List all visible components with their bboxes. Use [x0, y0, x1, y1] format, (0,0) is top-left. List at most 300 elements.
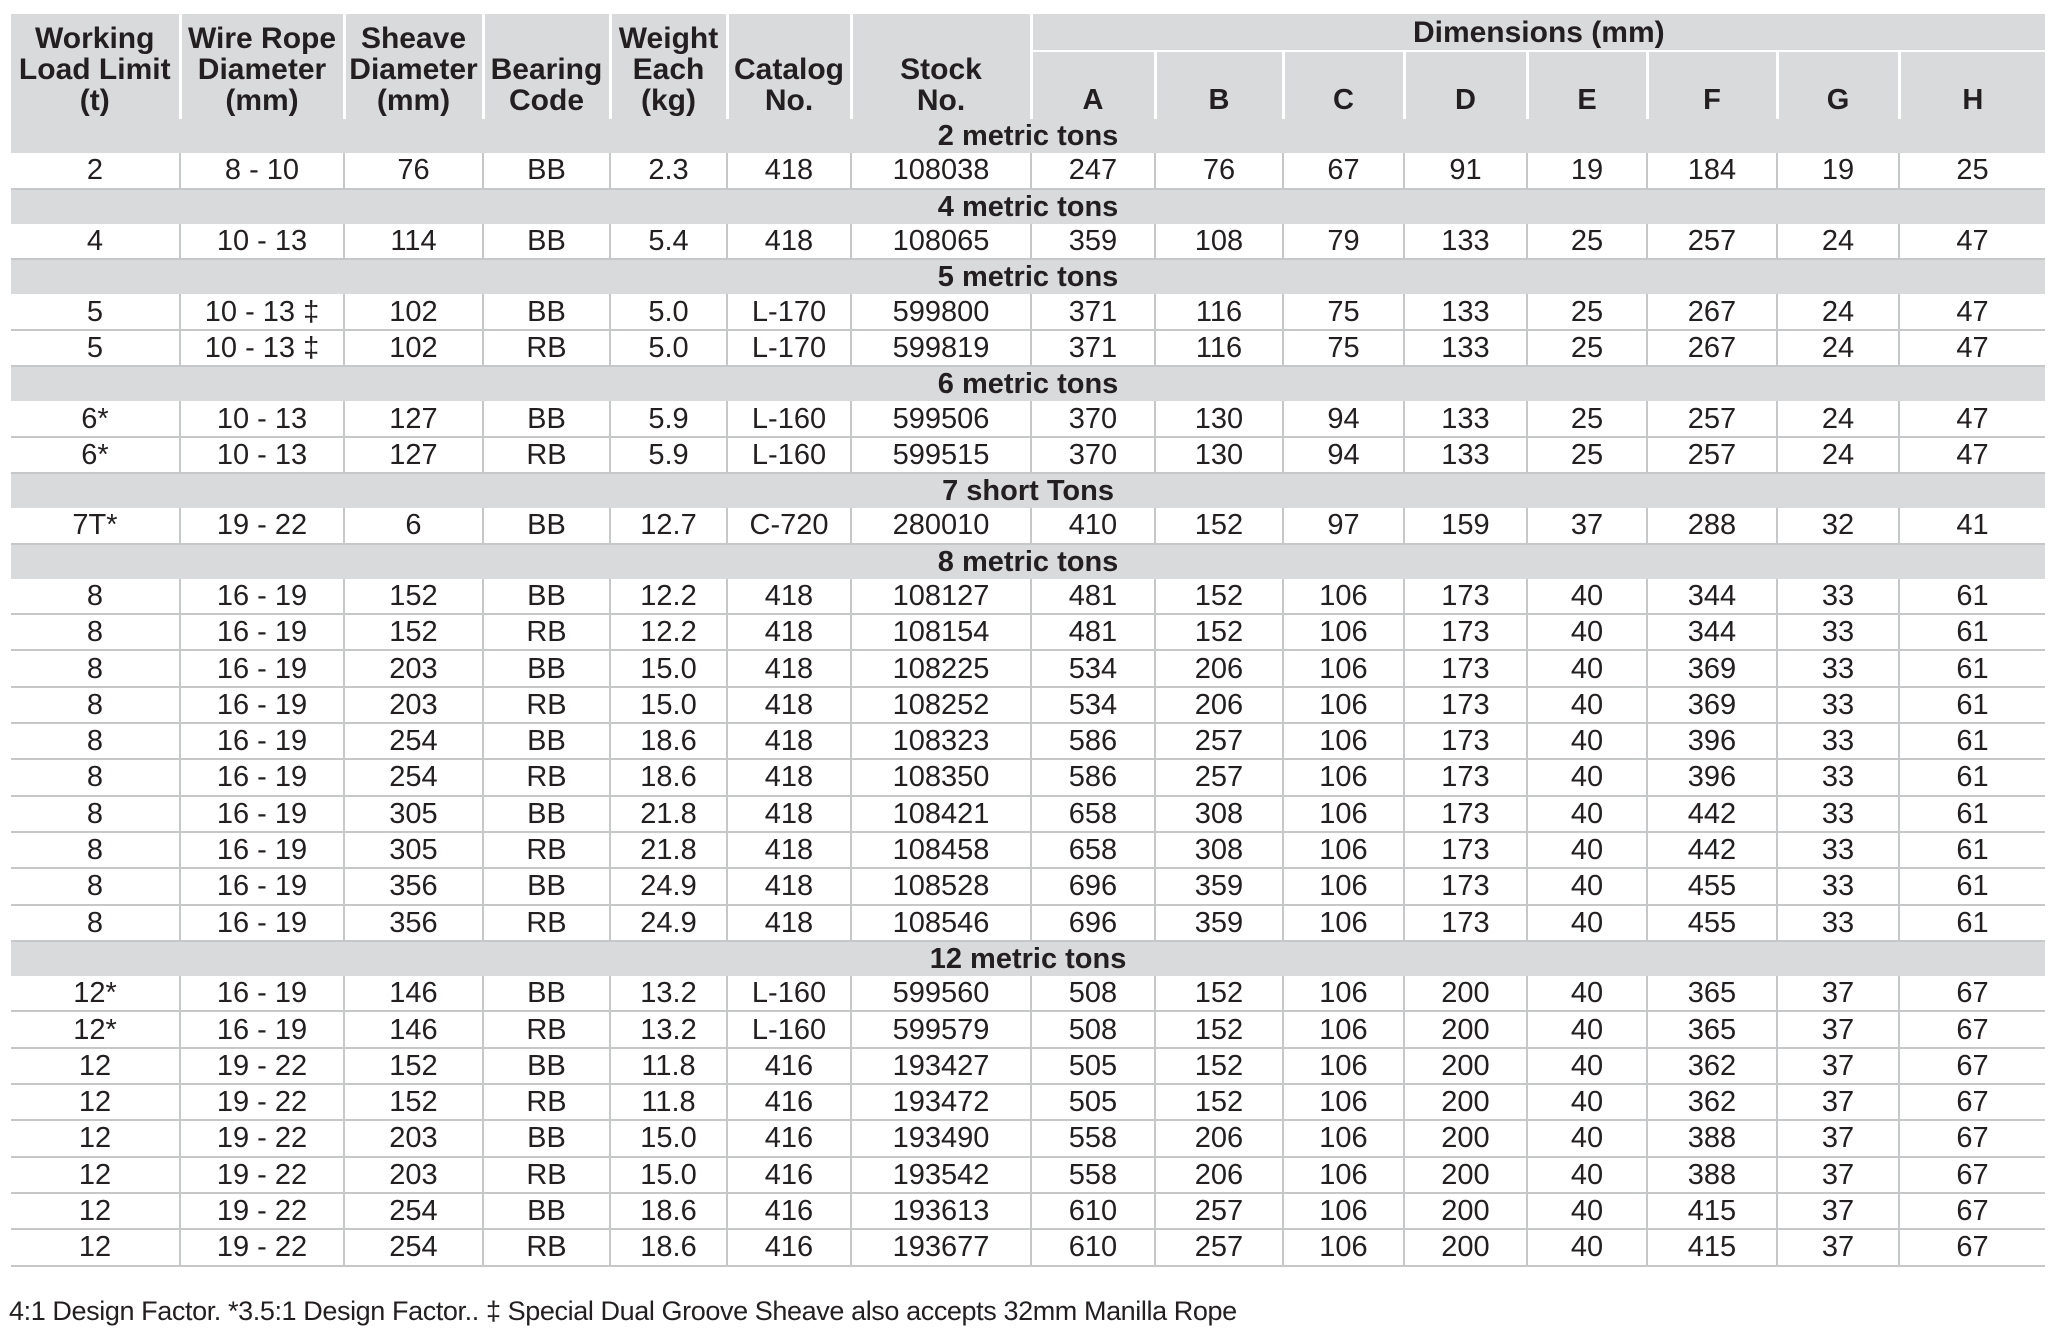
table-row	[11, 294, 2045, 329]
cell-bearing-code: BB	[483, 723, 610, 759]
cell-dim-g: 24	[1777, 330, 1899, 366]
cell-catalog-no: 418	[727, 614, 851, 650]
cell-wire-rope-diameter: 10 - 13	[180, 401, 344, 436]
cell-sheave-diameter: 305	[344, 832, 483, 868]
cell-dim-h: 67	[1899, 1048, 2045, 1084]
cell-dim-a: 610	[1031, 1193, 1155, 1229]
cell-dim-c: 106	[1283, 796, 1404, 832]
table-row	[11, 1048, 2045, 1084]
cell-bearing-code: BB	[483, 1193, 610, 1229]
cell-dim-e: 40	[1527, 579, 1647, 614]
table-row	[11, 153, 2045, 188]
cell-dim-c: 106	[1283, 1048, 1404, 1084]
cell-bearing-code: RB	[483, 759, 610, 795]
cell-catalog-no: 418	[727, 687, 851, 723]
cell-wire-rope-diameter: 10 - 13	[180, 437, 344, 473]
cell-sheave-diameter: 254	[344, 1193, 483, 1229]
cell-dim-e: 40	[1527, 1048, 1647, 1084]
cell-weight-each: 24.9	[610, 868, 727, 904]
cell-stock-no: 193490	[851, 1120, 1031, 1156]
cell-catalog-no: 418	[727, 759, 851, 795]
header-line: No.	[916, 84, 966, 117]
cell-dim-g: 33	[1777, 723, 1899, 759]
cell-dim-b: 308	[1155, 796, 1283, 832]
group-label: 5 metric tons	[11, 259, 2045, 294]
cell-stock-no: 108546	[851, 905, 1031, 941]
group-label: 2 metric tons	[11, 119, 2045, 153]
cell-dim-g: 37	[1777, 1120, 1899, 1156]
cell-dim-e: 40	[1527, 1084, 1647, 1120]
cell-dim-g: 19	[1777, 153, 1899, 188]
cell-dim-a: 505	[1031, 1048, 1155, 1084]
cell-sheave-diameter: 254	[344, 1229, 483, 1265]
cell-weight-each: 5.0	[610, 294, 727, 329]
cell-stock-no: 193542	[851, 1157, 1031, 1193]
header-stock-no	[851, 14, 1031, 119]
cell-stock-no: 108350	[851, 759, 1031, 795]
cell-dim-c: 106	[1283, 759, 1404, 795]
table-row	[11, 868, 2045, 904]
cell-dim-g: 33	[1777, 650, 1899, 686]
table-row	[11, 437, 2045, 473]
cell-wire-rope-diameter: 16 - 19	[180, 579, 344, 614]
cell-sheave-diameter: 152	[344, 1048, 483, 1084]
table-row	[11, 687, 2045, 723]
cell-bearing-code: BB	[483, 976, 610, 1011]
cell-sheave-diameter: 152	[344, 579, 483, 614]
cell-dim-h: 47	[1899, 401, 2045, 436]
cell-dim-b: 206	[1155, 1120, 1283, 1156]
cell-working-load-limit: 6*	[11, 401, 180, 436]
cell-working-load-limit: 2	[11, 153, 180, 188]
cell-dim-f: 396	[1647, 723, 1777, 759]
cell-dim-h: 47	[1899, 330, 2045, 366]
cell-dim-b: 152	[1155, 614, 1283, 650]
cell-dim-h: 67	[1899, 1120, 2045, 1156]
cell-stock-no: 193472	[851, 1084, 1031, 1120]
cell-dim-g: 33	[1777, 868, 1899, 904]
cell-wire-rope-diameter: 19 - 22	[180, 1157, 344, 1193]
table-row	[11, 759, 2045, 795]
cell-sheave-diameter: 152	[344, 614, 483, 650]
cell-dim-d: 173	[1404, 905, 1527, 941]
header-line: (mm)	[225, 84, 299, 117]
cell-dim-h: 41	[1899, 508, 2045, 543]
cell-bearing-code: BB	[483, 508, 610, 543]
cell-dim-h: 61	[1899, 905, 2045, 941]
cell-weight-each: 5.0	[610, 330, 727, 366]
header-working-load-limit	[11, 14, 180, 119]
table-row	[11, 1229, 2045, 1265]
cell-stock-no: 108528	[851, 868, 1031, 904]
table-row	[11, 905, 2045, 941]
cell-dim-b: 116	[1155, 330, 1283, 366]
cell-dim-h: 67	[1899, 1084, 2045, 1120]
cell-dim-b: 152	[1155, 579, 1283, 614]
cell-dim-a: 481	[1031, 579, 1155, 614]
cell-catalog-no: 416	[727, 1120, 851, 1156]
table-row	[11, 401, 2045, 436]
cell-sheave-diameter: 203	[344, 687, 483, 723]
cell-stock-no: 108154	[851, 614, 1031, 650]
cell-dim-b: 152	[1155, 1011, 1283, 1047]
table-row	[11, 796, 2045, 832]
cell-stock-no: 108458	[851, 832, 1031, 868]
cell-bearing-code: BB	[483, 579, 610, 614]
cell-working-load-limit: 8	[11, 579, 180, 614]
cell-dim-f: 257	[1647, 437, 1777, 473]
cell-working-load-limit: 7T*	[11, 508, 180, 543]
table-row	[11, 224, 2045, 259]
cell-dim-a: 370	[1031, 437, 1155, 473]
header-line: Weight	[618, 22, 719, 55]
cell-working-load-limit: 8	[11, 868, 180, 904]
cell-dim-f: 344	[1647, 579, 1777, 614]
cell-dim-c: 97	[1283, 508, 1404, 543]
cell-dim-e: 25	[1527, 224, 1647, 259]
cell-dim-c: 106	[1283, 687, 1404, 723]
cell-dim-f: 362	[1647, 1084, 1777, 1120]
cell-working-load-limit: 12	[11, 1084, 180, 1120]
cell-dim-g: 37	[1777, 976, 1899, 1011]
cell-dim-b: 76	[1155, 153, 1283, 188]
cell-stock-no: 108323	[851, 723, 1031, 759]
cell-weight-each: 5.9	[610, 437, 727, 473]
cell-dim-d: 200	[1404, 1193, 1527, 1229]
group-header-row	[11, 941, 2045, 976]
cell-dim-e: 25	[1527, 330, 1647, 366]
cell-dim-e: 40	[1527, 1011, 1647, 1047]
cell-stock-no: 280010	[851, 508, 1031, 543]
cell-dim-d: 133	[1404, 294, 1527, 329]
cell-dim-f: 415	[1647, 1193, 1777, 1229]
cell-weight-each: 11.8	[610, 1084, 727, 1120]
header-dimension-d: D	[1404, 51, 1527, 119]
header-line: Wire Rope	[187, 22, 337, 55]
cell-weight-each: 12.7	[610, 508, 727, 543]
cell-catalog-no: L-160	[727, 437, 851, 473]
cell-weight-each: 15.0	[610, 687, 727, 723]
cell-dim-b: 206	[1155, 1157, 1283, 1193]
cell-dim-f: 365	[1647, 976, 1777, 1011]
cell-dim-h: 61	[1899, 614, 2045, 650]
cell-dim-d: 133	[1404, 330, 1527, 366]
cell-dim-f: 369	[1647, 687, 1777, 723]
cell-dim-c: 106	[1283, 1011, 1404, 1047]
cell-weight-each: 18.6	[610, 759, 727, 795]
cell-dim-d: 133	[1404, 401, 1527, 436]
cell-dim-h: 61	[1899, 650, 2045, 686]
cell-dim-f: 415	[1647, 1229, 1777, 1265]
cell-wire-rope-diameter: 19 - 22	[180, 1120, 344, 1156]
cell-dim-b: 257	[1155, 759, 1283, 795]
cell-dim-e: 37	[1527, 508, 1647, 543]
cell-dim-f: 365	[1647, 1011, 1777, 1047]
cell-catalog-no: 418	[727, 153, 851, 188]
cell-catalog-no: C-720	[727, 508, 851, 543]
cell-wire-rope-diameter: 10 - 13 ‡	[180, 294, 344, 329]
cell-dim-f: 362	[1647, 1048, 1777, 1084]
cell-dim-g: 33	[1777, 614, 1899, 650]
cell-sheave-diameter: 203	[344, 1120, 483, 1156]
header-line: (mm)	[376, 84, 451, 117]
cell-catalog-no: 416	[727, 1157, 851, 1193]
cell-stock-no: 108421	[851, 796, 1031, 832]
cell-weight-each: 24.9	[610, 905, 727, 941]
cell-dim-a: 558	[1031, 1120, 1155, 1156]
cell-dim-e: 40	[1527, 1193, 1647, 1229]
cell-dim-e: 40	[1527, 796, 1647, 832]
header-wire-rope-diameter	[180, 14, 344, 119]
cell-dim-b: 206	[1155, 687, 1283, 723]
cell-stock-no: 108065	[851, 224, 1031, 259]
cell-weight-each: 11.8	[610, 1048, 727, 1084]
cell-sheave-diameter: 127	[344, 401, 483, 436]
cell-dim-a: 508	[1031, 1011, 1155, 1047]
cell-dim-g: 33	[1777, 759, 1899, 795]
cell-dim-b: 116	[1155, 294, 1283, 329]
table-row	[11, 1084, 2045, 1120]
cell-catalog-no: 418	[727, 579, 851, 614]
cell-dim-f: 257	[1647, 224, 1777, 259]
cell-sheave-diameter: 114	[344, 224, 483, 259]
cell-working-load-limit: 8	[11, 687, 180, 723]
cell-dim-b: 108	[1155, 224, 1283, 259]
cell-stock-no: 193427	[851, 1048, 1031, 1084]
cell-bearing-code: RB	[483, 905, 610, 941]
cell-working-load-limit: 8	[11, 905, 180, 941]
cell-dim-g: 33	[1777, 832, 1899, 868]
cell-dim-c: 106	[1283, 614, 1404, 650]
table-row	[11, 508, 2045, 543]
cell-dim-c: 106	[1283, 905, 1404, 941]
header-line: Working	[35, 22, 155, 55]
cell-dim-b: 152	[1155, 1048, 1283, 1084]
cell-bearing-code: BB	[483, 294, 610, 329]
cell-weight-each: 15.0	[610, 650, 727, 686]
cell-dim-h: 61	[1899, 723, 2045, 759]
header-dimension-b: B	[1155, 51, 1283, 119]
cell-dim-g: 24	[1777, 224, 1899, 259]
cell-dim-f: 267	[1647, 294, 1777, 329]
cell-weight-each: 18.6	[610, 1193, 727, 1229]
cell-sheave-diameter: 102	[344, 294, 483, 329]
cell-dim-d: 200	[1404, 1011, 1527, 1047]
cell-dim-c: 106	[1283, 1157, 1404, 1193]
cell-dim-c: 106	[1283, 832, 1404, 868]
cell-wire-rope-diameter: 8 - 10	[180, 153, 344, 188]
cell-dim-g: 33	[1777, 579, 1899, 614]
table-row	[11, 614, 2045, 650]
cell-dim-f: 288	[1647, 508, 1777, 543]
cell-dim-c: 67	[1283, 153, 1404, 188]
table-row	[11, 832, 2045, 868]
cell-dim-h: 47	[1899, 294, 2045, 329]
cell-weight-each: 2.3	[610, 153, 727, 188]
cell-wire-rope-diameter: 10 - 13	[180, 224, 344, 259]
cell-catalog-no: 418	[727, 796, 851, 832]
cell-dim-e: 19	[1527, 153, 1647, 188]
cell-wire-rope-diameter: 19 - 22	[180, 1084, 344, 1120]
cell-sheave-diameter: 203	[344, 1157, 483, 1193]
cell-dim-c: 75	[1283, 294, 1404, 329]
cell-dim-h: 67	[1899, 1229, 2045, 1265]
cell-dim-e: 25	[1527, 401, 1647, 436]
cell-weight-each: 15.0	[610, 1120, 727, 1156]
cell-bearing-code: RB	[483, 614, 610, 650]
cell-dim-f: 442	[1647, 832, 1777, 868]
cell-dim-b: 257	[1155, 723, 1283, 759]
cell-working-load-limit: 8	[11, 614, 180, 650]
cell-working-load-limit: 12	[11, 1120, 180, 1156]
cell-dim-c: 75	[1283, 330, 1404, 366]
cell-wire-rope-diameter: 16 - 19	[180, 759, 344, 795]
header-dimension-e: E	[1527, 51, 1647, 119]
header-line: Sheave	[360, 22, 467, 55]
cell-dim-a: 586	[1031, 759, 1155, 795]
cell-dim-f: 388	[1647, 1157, 1777, 1193]
cell-weight-each: 21.8	[610, 796, 727, 832]
cell-dim-b: 152	[1155, 1084, 1283, 1120]
cell-bearing-code: BB	[483, 868, 610, 904]
footnote: 4:1 Design Factor. *3.5:1 Design Factor.. ‡ Special Dual Groove Sheave also accepts 32mm Manilla Rope	[9, 1296, 1237, 1326]
cell-dim-b: 308	[1155, 832, 1283, 868]
cell-dim-c: 106	[1283, 1193, 1404, 1229]
cell-sheave-diameter: 152	[344, 1084, 483, 1120]
group-header-row	[11, 366, 2045, 401]
cell-dim-d: 200	[1404, 1084, 1527, 1120]
cell-dim-b: 359	[1155, 868, 1283, 904]
cell-catalog-no: 416	[727, 1048, 851, 1084]
cell-weight-each: 18.6	[610, 1229, 727, 1265]
cell-dim-c: 106	[1283, 976, 1404, 1011]
group-header-row	[11, 259, 2045, 294]
table-row	[11, 976, 2045, 1011]
cell-weight-each: 5.9	[610, 401, 727, 436]
cell-dim-c: 106	[1283, 868, 1404, 904]
cell-sheave-diameter: 146	[344, 976, 483, 1011]
cell-working-load-limit: 8	[11, 723, 180, 759]
cell-dim-g: 24	[1777, 437, 1899, 473]
cell-wire-rope-diameter: 16 - 19	[180, 905, 344, 941]
cell-dim-f: 455	[1647, 868, 1777, 904]
cell-stock-no: 108038	[851, 153, 1031, 188]
header-line: Catalog	[733, 53, 844, 86]
cell-dim-b: 130	[1155, 437, 1283, 473]
header-bearing-code	[483, 14, 610, 119]
cell-dim-g: 33	[1777, 905, 1899, 941]
cell-catalog-no: 418	[727, 224, 851, 259]
cell-dim-g: 33	[1777, 687, 1899, 723]
cell-sheave-diameter: 356	[344, 905, 483, 941]
cell-dim-e: 40	[1527, 976, 1647, 1011]
cell-wire-rope-diameter: 16 - 19	[180, 723, 344, 759]
cell-catalog-no: L-160	[727, 1011, 851, 1047]
cell-wire-rope-diameter: 10 - 13 ‡	[180, 330, 344, 366]
cell-wire-rope-diameter: 16 - 19	[180, 614, 344, 650]
cell-dim-a: 481	[1031, 614, 1155, 650]
header-dimension-g: G	[1777, 51, 1899, 119]
cell-dim-e: 40	[1527, 723, 1647, 759]
cell-wire-rope-diameter: 16 - 19	[180, 832, 344, 868]
cell-bearing-code: RB	[483, 1084, 610, 1120]
group-header-row	[11, 189, 2045, 224]
cell-wire-rope-diameter: 16 - 19	[180, 976, 344, 1011]
cell-catalog-no: 416	[727, 1229, 851, 1265]
table-row	[11, 1011, 2045, 1047]
cell-stock-no: 193677	[851, 1229, 1031, 1265]
header-line: Each	[632, 53, 705, 86]
cell-dim-a: 505	[1031, 1084, 1155, 1120]
cell-sheave-diameter: 127	[344, 437, 483, 473]
cell-sheave-diameter: 305	[344, 796, 483, 832]
cell-sheave-diameter: 254	[344, 759, 483, 795]
table-row	[11, 1120, 2045, 1156]
cell-bearing-code: BB	[483, 796, 610, 832]
cell-dim-d: 159	[1404, 508, 1527, 543]
cell-catalog-no: L-160	[727, 401, 851, 436]
cell-working-load-limit: 12	[11, 1193, 180, 1229]
cell-working-load-limit: 5	[11, 330, 180, 366]
cell-bearing-code: RB	[483, 330, 610, 366]
cell-dim-e: 40	[1527, 759, 1647, 795]
cell-wire-rope-diameter: 16 - 19	[180, 868, 344, 904]
cell-weight-each: 15.0	[610, 1157, 727, 1193]
cell-dim-h: 67	[1899, 1193, 2045, 1229]
cell-wire-rope-diameter: 16 - 19	[180, 687, 344, 723]
cell-sheave-diameter: 146	[344, 1011, 483, 1047]
cell-bearing-code: BB	[483, 224, 610, 259]
cell-dim-e: 40	[1527, 868, 1647, 904]
cell-catalog-no: 418	[727, 905, 851, 941]
cell-dim-e: 40	[1527, 1157, 1647, 1193]
header-line: No.	[764, 84, 814, 117]
cell-dim-a: 410	[1031, 508, 1155, 543]
cell-bearing-code: RB	[483, 1011, 610, 1047]
cell-working-load-limit: 4	[11, 224, 180, 259]
cell-dim-h: 61	[1899, 832, 2045, 868]
cell-dim-g: 32	[1777, 508, 1899, 543]
header-line: (kg)	[641, 84, 696, 117]
cell-catalog-no: 418	[727, 650, 851, 686]
cell-dim-a: 658	[1031, 796, 1155, 832]
cell-catalog-no: 416	[727, 1193, 851, 1229]
header-catalog-no	[727, 14, 851, 119]
cell-dim-d: 173	[1404, 796, 1527, 832]
cell-working-load-limit: 8	[11, 759, 180, 795]
cell-bearing-code: RB	[483, 687, 610, 723]
cell-dim-a: 371	[1031, 330, 1155, 366]
table-header	[11, 14, 2045, 119]
cell-dim-d: 133	[1404, 437, 1527, 473]
cell-stock-no: 599579	[851, 1011, 1031, 1047]
header-line: Code	[509, 84, 584, 117]
cell-dim-h: 61	[1899, 868, 2045, 904]
cell-dim-a: 558	[1031, 1157, 1155, 1193]
cell-wire-rope-diameter: 19 - 22	[180, 1048, 344, 1084]
cell-weight-each: 18.6	[610, 723, 727, 759]
cell-weight-each: 13.2	[610, 976, 727, 1011]
cell-dim-b: 359	[1155, 905, 1283, 941]
cell-catalog-no: 418	[727, 723, 851, 759]
cell-dim-e: 40	[1527, 1229, 1647, 1265]
cell-dim-f: 442	[1647, 796, 1777, 832]
cell-working-load-limit: 8	[11, 796, 180, 832]
cell-bearing-code: RB	[483, 832, 610, 868]
cell-dim-d: 200	[1404, 1229, 1527, 1265]
cell-dim-h: 61	[1899, 579, 2045, 614]
cell-dim-b: 206	[1155, 650, 1283, 686]
